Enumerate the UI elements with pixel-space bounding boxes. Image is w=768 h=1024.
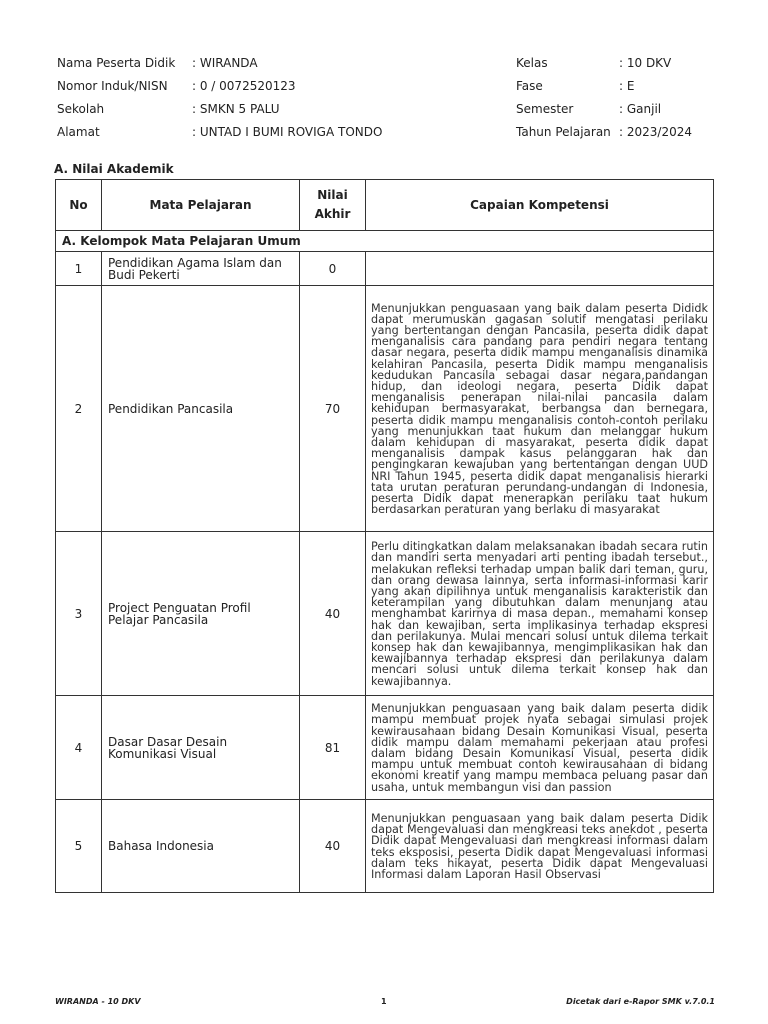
header-no: No <box>56 180 102 231</box>
final-score: 40 <box>300 800 366 893</box>
final-score: 40 <box>300 532 366 696</box>
final-score: 0 <box>300 252 366 286</box>
grades-table <box>55 179 714 893</box>
footer-student: WIRANDA - 10 DKV <box>55 997 141 1006</box>
header-score: Nilai Akhir <box>300 180 366 231</box>
page-footer <box>55 997 715 1009</box>
academic-year-label: Tahun Pelajaran <box>516 125 611 139</box>
info-row <box>57 122 717 145</box>
semester-label: Semester <box>516 102 574 116</box>
competency-text: Menunjukkan penguasaan yang baik dalam peserta Didik dapat Mengevaluasi dan mengkreasi teks anekdot , peserta Didik dapat Mengevaluasi dan mengkreasi informasi dalam teks eksposisi, peserta Didik dapat Mengevaluasi informasi dalam teks hikayat, peserta Didik dapat Mengevaluasi Informasi dalam Laporan Hasil Observasi <box>366 800 714 893</box>
class-value: : 10 DKV <box>619 56 672 70</box>
header-subject: Mata Pelajaran <box>102 180 300 231</box>
school-label: Sekolah <box>57 102 105 116</box>
address-label: Alamat <box>57 125 100 139</box>
subject-name: Pendidikan Agama Islam dan Budi Pekerti <box>102 252 300 286</box>
subject-name: Dasar Dasar Desain Komunikasi Visual <box>102 696 300 800</box>
address-value: : UNTAD I BUMI ROVIGA TONDO <box>192 125 383 139</box>
student-name-value: : WIRANDA <box>192 56 258 70</box>
subject-name: Project Penguatan Profil Pelajar Pancasila <box>102 532 300 696</box>
competency-text: Menunjukkan penguasaan yang baik dalam peserta didik mampu membuat projek nyata sebagai simulasi projek kewirausahaan bidang Desain Komunikasi Visual, peserta didik mampu dalam memahami pekerjaan atau profesi dalam bidang Desain Komunikasi Visual, peserta didik mampu untuk membuat contoh kewirausahaan di bidang ekonomi kreatif yang mampu membaca peluang pasar dan usaha, untuk membangun visi dan passion <box>366 696 714 800</box>
footer-page-number: 1 <box>381 997 387 1006</box>
row-number: 1 <box>56 252 102 286</box>
row-number: 4 <box>56 696 102 800</box>
info-row <box>57 99 717 122</box>
semester-value: : Ganjil <box>619 102 662 116</box>
school-value: : SMKN 5 PALU <box>192 102 280 116</box>
header-competency: Capaian Kompetensi <box>366 180 714 231</box>
table-row <box>56 532 714 696</box>
academic-year-value: : 2023/2024 <box>619 125 692 139</box>
phase-value: : E <box>619 79 635 93</box>
final-score: 81 <box>300 696 366 800</box>
student-name-label: Nama Peserta Didik <box>57 56 176 70</box>
competency-text: Menunjukkan penguasaan yang baik dalam peserta Dididk dapat merumuskan gagasan solutif mengatasi perilaku yang bertentangan dengan Pancasila, peserta didik dapat menganalisis cara pandang para pendiri negara tentang dasar negara, peserta didik mampu menganalisis dinamika kelahiran Pancasila, peserta Didik mampu menganalisis kedudukan Pancasila sebagai dasar negara,pandangan hidup, dan ideologi negara, peserta Didik dapat menganalisis penerapan nilai-nilai pancasila dalam kehidupan bermasyarakat, berbangsa dan bernegara, peserta didik mampu menganalisis contoh-contoh perilaku yang menunjukkan taat hukum dan melanggar hukum dalam kehidupan di masyarakat, peserta didik dapat menganalisis dampak kasus pelanggaran hak dan pengingkaran kewajuban yang bertentangan dengan UUD NRI Tahun 1945, peserta didik dapat menganalisis hierarki tata urutan peraturan perundang-undangan di Indonesia, peserta Didik dapat menerapkan perilaku taat hukum berdasarkan peraturan yang berlaku di masyarakat <box>366 286 714 532</box>
subject-name: Pendidikan Pancasila <box>102 286 300 532</box>
table-header-row <box>56 180 714 231</box>
info-row <box>57 76 717 99</box>
class-label: Kelas <box>516 56 548 70</box>
table-row <box>56 252 714 286</box>
footer-print-info: Dicetak dari e-Rapor SMK v.7.0.1 <box>566 997 715 1006</box>
table-row <box>56 696 714 800</box>
table-row <box>56 800 714 893</box>
group-row <box>56 231 714 252</box>
nisn-label: Nomor Induk/NISN <box>57 79 168 93</box>
row-number: 5 <box>56 800 102 893</box>
competency-text <box>366 252 714 286</box>
competency-text: Perlu ditingkatkan dalam melaksanakan ibadah secara rutin dan mandiri serta menyadari arti penting ibadah tersebut., melakukan refleksi terhadap umpan balik dari teman, guru, dan orang dewasa lainnya, serta informasi-informasi karir yang akan dipilihnya untuk menganalisis karakteristik dan keterampilan yang dibutuhkan dalam menunjang atau menghambat karirnya di masa depan., memahami konsep hak dan kewajiban, serta implikasinya terhadap ekspresi dan perilakunya. Mulai mencari solusi untuk dilema terkait konsep hak dan kewajibannya, mengimplikasikan hak dan kewajibannya terhadap ekspresi dan perilakunya dalam mencari solusi untuk dilema terkait konsep hak dan kewajibannya. <box>366 532 714 696</box>
student-info <box>57 53 717 145</box>
final-score: 70 <box>300 286 366 532</box>
table-row <box>56 286 714 532</box>
row-number: 2 <box>56 286 102 532</box>
section-title: A. Nilai Akademik <box>54 162 174 176</box>
row-number: 3 <box>56 532 102 696</box>
group-label: A. Kelompok Mata Pelajaran Umum <box>56 231 714 252</box>
info-row <box>57 53 717 76</box>
subject-name: Bahasa Indonesia <box>102 800 300 893</box>
phase-label: Fase <box>516 79 543 93</box>
nisn-value: : 0 / 0072520123 <box>192 79 296 93</box>
